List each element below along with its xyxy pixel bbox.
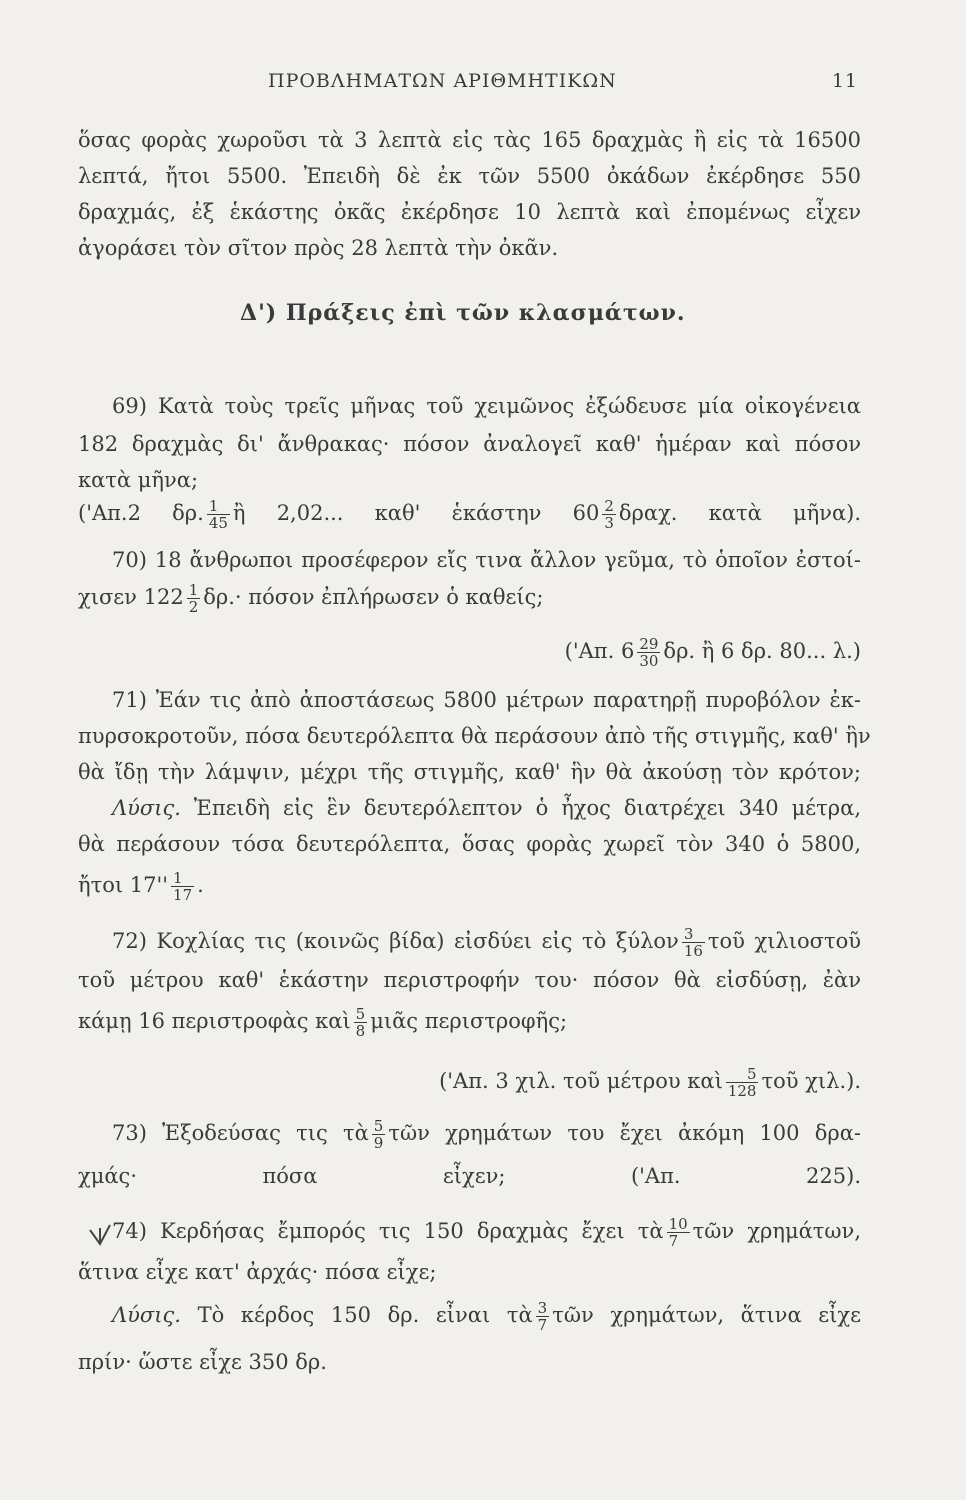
text: 74) Κερδήσας ἔμπορός τις 150 δραχμὰς ἔχει τὰ	[112, 1219, 664, 1243]
problem-73-line-1	[112, 1118, 861, 1151]
problem-69-line-3: κατὰ μῆνα;	[78, 468, 199, 492]
problem-72-line-2: τοῦ μέτρου καθ' ἑκάστην περιστροφήν του· πόσον θὰ εἰσδύσῃ, ἐὰν	[78, 968, 861, 992]
solution-label: Λύσις.	[112, 796, 181, 820]
intro-line-2: λεπτά, ἤτοι 5500. Ἐπειδὴ δὲ ἐκ τῶν 5500 ὀκάδων ἐκέρδησε 550	[78, 164, 861, 188]
fraction: $\frac{3}{16}$	[683, 925, 703, 960]
fraction: $\frac{5}{8}$	[355, 1005, 366, 1040]
text: δρ.· πόσον ἐπλήρωσεν ὁ καθείς;	[203, 585, 544, 609]
problem-70-line-2	[78, 582, 861, 615]
problem-72-line-1	[112, 926, 861, 959]
answer-text: ἢ 2,02... καθ' ἑκάστην 60	[232, 501, 600, 525]
text: τῶν χρημάτων του ἔχει ἀκόμη 100 δρα-	[388, 1121, 861, 1145]
problem-69-line-2: 182 δραχμὰς δι' ἄνθρακας· πόσον ἀναλογεῖ καθ' ἡμέραν καὶ πόσον	[78, 432, 861, 456]
problem-74-line-3	[112, 1300, 861, 1333]
fraction: $\frac{1}{45}$	[208, 497, 228, 532]
problem-72-answer	[78, 1066, 861, 1099]
problem-74-line-1	[112, 1216, 861, 1249]
text: Ἐπειδὴ εἰς ἓν δευτερόλεπτον ὁ ἦχος διατρέχει 340 μέτρα,	[193, 796, 861, 820]
problem-71-line-5: θὰ περάσουν τόσα δευτερόλεπτα, ὅσας φορὰς χωρεῖ τὸν 340 ὁ 5800,	[78, 832, 861, 856]
answer-text: ('Απ. 3 χιλ. τοῦ μέτρου καὶ	[439, 1069, 723, 1093]
text: κάμῃ 16 περιστροφὰς καὶ	[78, 1009, 351, 1033]
intro-line-1: ὅσας φορὰς χωροῦσι τὰ 3 λεπτὰ εἰς τὰς 165 δραχμὰς ἢ εἰς τὰ 16500	[78, 128, 861, 152]
handwritten-cross-mark	[86, 1222, 114, 1248]
answer-text: ('Απ. 6	[564, 639, 635, 663]
problem-71-line-1: 71) Ἐάν τις ἀπὸ ἀποστάσεως 5800 μέτρων παρατηρῇ πυροβόλον ἐκ-	[112, 688, 861, 712]
answer-text: ('Απ. 225).	[630, 1164, 861, 1188]
intro-line-3: δραχμάς, ἐξ ἑκάστης ὀκᾶς ἐκέρδησε 10 λεπτὰ καὶ ἐπομένως εἶχεν	[78, 200, 861, 224]
problem-69-line-1: 69) Κατὰ τοὺς τρεῖς μῆνας τοῦ χειμῶνος ἐξώδευσε μία οἰκογένεια	[112, 394, 861, 418]
text: Τὸ κέρδος 150 δρ. εἶναι τὰ	[197, 1303, 533, 1327]
fraction: $\frac{3}{7}$	[537, 1299, 548, 1334]
running-head: ΠΡΟΒΛΗΜΑΤΩΝ ΑΡΙΘΜΗΤΙΚΩΝ	[268, 70, 617, 92]
problem-73-line-2	[78, 1162, 861, 1190]
problem-71-line-3: θὰ ἴδῃ τὴν λάμψιν, μέχρι τῆς στιγμῆς, καθ' ἣν θὰ ἀκούσῃ τὸν κρότον;	[78, 760, 861, 784]
answer-text: δραχ. κατὰ μῆνα).	[618, 501, 861, 525]
text: χισεν 122	[78, 585, 184, 609]
fraction: $\frac{1}{2}$	[188, 581, 199, 616]
text: τῶν χρημάτων,	[692, 1219, 861, 1243]
problem-71-line-4	[112, 794, 861, 822]
text: μιᾶς περιστροφῆς;	[370, 1009, 568, 1033]
solution-label: Λύσις.	[112, 1303, 181, 1327]
problem-70-answer	[78, 636, 861, 669]
text: .	[197, 873, 204, 897]
text: χμάς· πόσα εἶχεν;	[78, 1164, 506, 1188]
answer-text: ('Απ.2 δρ.	[78, 501, 204, 525]
problem-74-line-2: ἅτινα εἶχε κατ' ἀρχάς· πόσα εἶχε;	[78, 1260, 437, 1284]
problem-69-answer	[78, 498, 861, 531]
fraction: $\frac{5}{128}$	[727, 1065, 757, 1100]
text: τοῦ χιλιοστοῦ	[707, 929, 861, 953]
page-header	[78, 70, 858, 100]
problem-70-line-1: 70) 18 ἄνθρωποι προσέφερον εἴς τινα ἄλλον γεῦμα, τὸ ὁποῖον ἐστοί-	[112, 548, 861, 572]
problem-72-line-3	[78, 1006, 861, 1039]
text: τῶν χρημάτων, ἅτινα εἶχε	[552, 1303, 861, 1327]
answer-text: δρ. ἢ 6 δρ. 80... λ.)	[663, 639, 861, 663]
text: 72) Κοχλίας τις (κοινῶς βίδα) εἰσδύει εἰς τὸ ξύλον	[112, 929, 679, 953]
fraction: $\frac{10}{7}$	[668, 1215, 688, 1250]
problem-71-line-2: πυρσοκροτοῦν, πόσα δευτερόλεπτα θὰ περάσουν ἀπὸ τῆς στιγμῆς, καθ' ἣν	[78, 724, 871, 748]
problem-71-line-6	[78, 870, 861, 903]
problem-74-line-4: πρίν· ὥστε εἶχε 350 δρ.	[78, 1350, 327, 1374]
page-number: 11	[831, 70, 858, 92]
fraction: $\frac{2}{3}$	[604, 497, 614, 532]
text: 73) Ἐξοδεύσας τις τὰ	[112, 1121, 369, 1145]
fraction: $\frac{5}{9}$	[373, 1117, 384, 1152]
text: ἤτοι 17''	[78, 873, 169, 897]
section-heading: Δ') Πράξεις ἐπὶ τῶν κλασμάτων.	[240, 300, 686, 326]
fraction: $\frac{29}{30}$	[639, 635, 659, 670]
answer-text: τοῦ χιλ.).	[761, 1069, 861, 1093]
intro-line-4: ἀγοράσει τὸν σῖτον πρὸς 28 λεπτὰ τὴν ὀκᾶν.	[78, 236, 559, 260]
fraction: $\frac{1}{17}$	[173, 869, 193, 904]
